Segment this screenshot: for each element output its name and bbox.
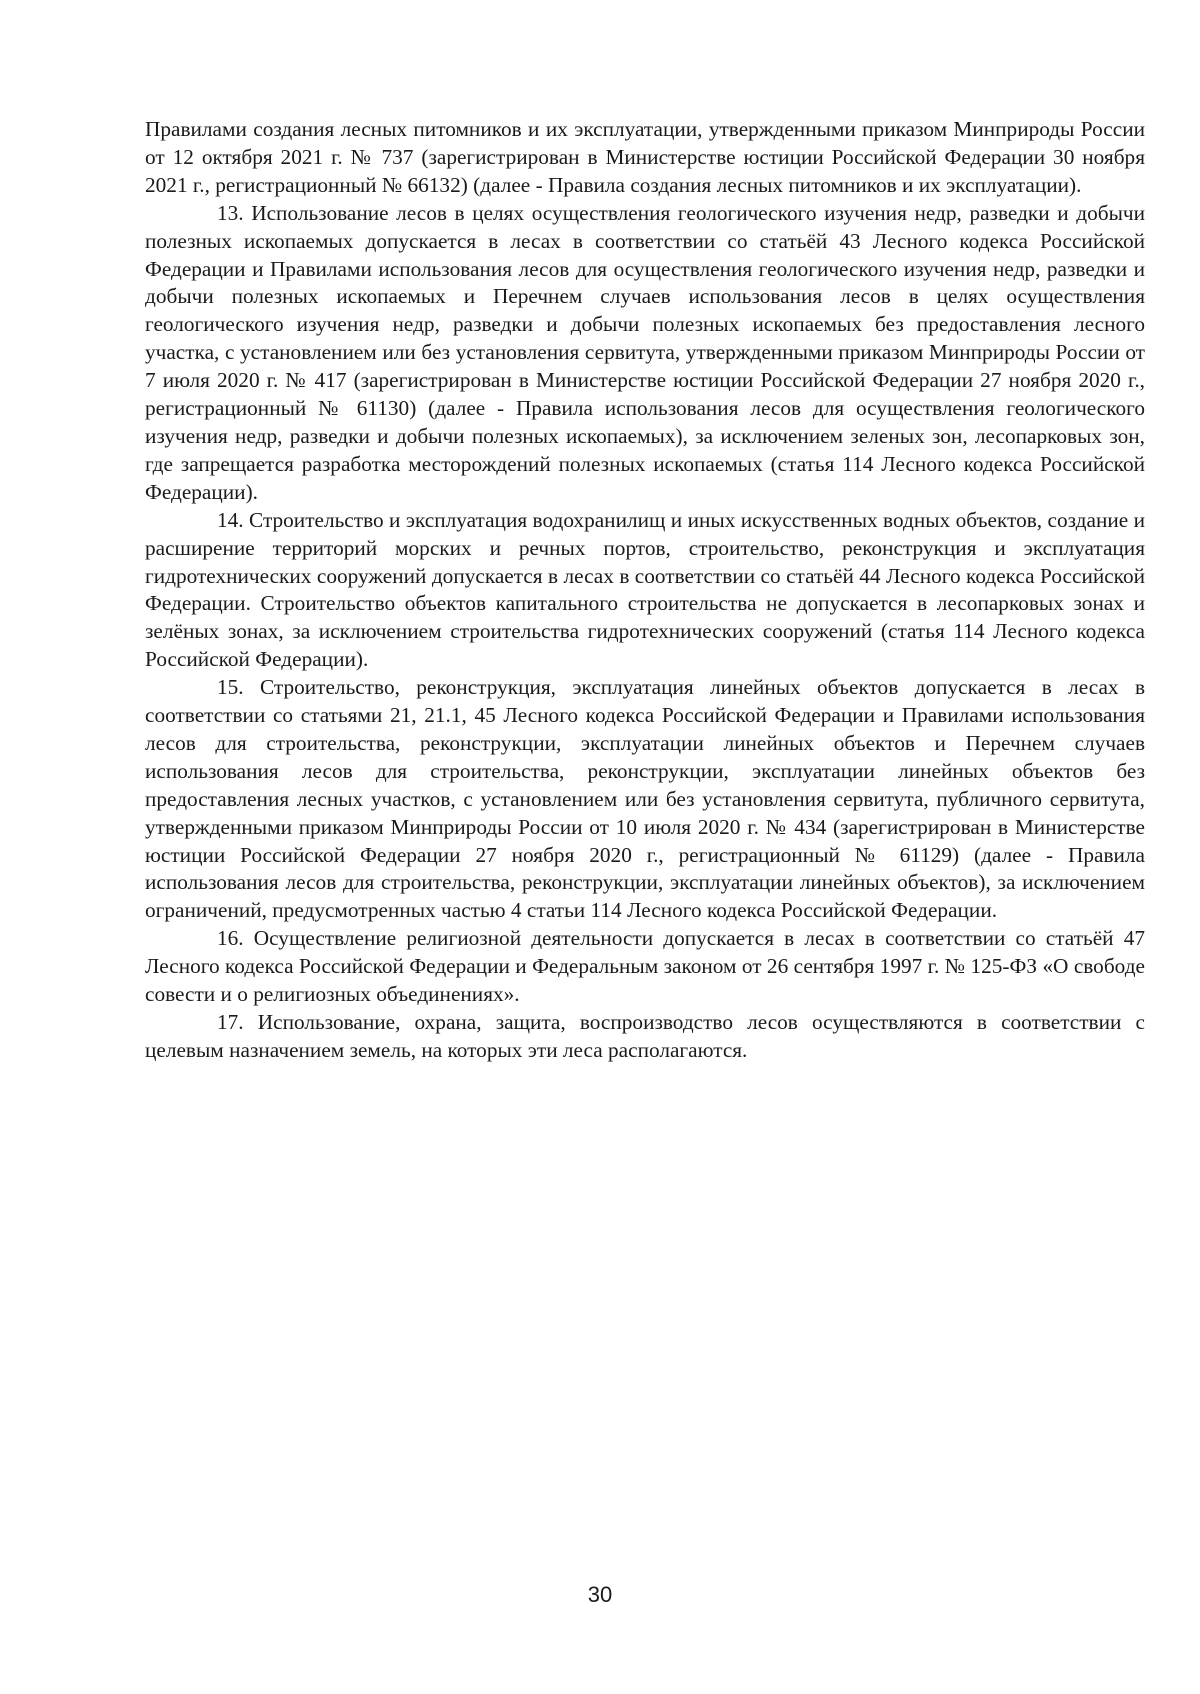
page-number: 30 (587, 1582, 613, 1607)
paragraph-13: 13. Использование лесов в целях осуществления геологического изучения недр, разведки и добычи полезных ископаемых допускается в лесах в соответствии со статьёй 43 Лесного кодекса Российской Федерации и Правилами использования лесов для осуществления геологического изучения недр, разведки и добычи полезных ископаемых и Перечнем случаев использования лесов в целях осуществления геологического изучения недр, разведки и добычи полезных ископаемых без предоставления лесного участка, с установлением или без установления сервитута, утвержденными приказом Минприроды России от 7 июля 2020 г. № 417 (зарегистрирован в Министерстве юстиции Российской Федерации 27 ноября 2020 г., регистрационный № 61130) (далее - Правила использования лесов для осуществления геологического изучения недр, разведки и добычи полезных ископаемых), за исключением зеленых зон, лесопарковых зон, где запрещается разработка месторождений полезных ископаемых (статья 114 Лесного кодекса Российской Федерации). (145, 200, 1145, 504)
paragraph-14: 14. Строительство и эксплуатация водохранилищ и иных искусственных водных объектов, создание и расширение территорий морских и речных портов, строительство, реконструкция и эксплуатация гидротехнических сооружений допускается в лесах в соответствии со статьёй 44 Лесного кодекса Российской Федерации. Строительство объектов капитального строительства не допускается в лесопарковых зонах и зелёных зонах, за исключением строительства гидротехнических сооружений (статья 114 Лесного кодекса Российской Федерации). (145, 507, 1145, 672)
document-body (145, 116, 1145, 1065)
paragraph-16: 16. Осуществление религиозной деятельности допускается в лесах в соответствии со статьёй 47 Лесного кодекса Российской Федерации и Федеральным законом от 26 сентября 1997 г. № 125-ФЗ «О свободе совести и о религиозных объединениях». (145, 926, 1145, 1007)
paragraph-15: 15. Строительство, реконструкция, эксплуатация линейных объектов допускается в лесах в соответствии со статьями 21, 21.1, 45 Лесного кодекса Российской Федерации и Правилами использования лесов для строительства, реконструкции, эксплуатации линейных объектов и Перечнем случаев использования лесов для строительства, реконструкции, эксплуатации линейных объектов без предоставления лесных участков, с установлением или без установления сервитута, публичного сервитута, утвержденными приказом Минприроды России от 10 июля 2020 г. № 434 (зарегистрирован в Министерстве юстиции Российской Федерации 27 ноября 2020 г., регистрационный № 61129) (далее - Правила использования лесов для строительства, реконструкции, эксплуатации линейных объектов), за исключением ограничений, предусмотренных частью 4 статьи 114 Лесного кодекса Российской Федерации. (145, 675, 1145, 923)
paragraph-continuation: Правилами создания лесных питомников и их эксплуатации, утвержденными приказом Минприроды России от 12 октября 2021 г. № 737 (зарегистрирован в Министерстве юстиции Российской Федерации 30 ноября 2021 г., регистрационный № 66132) (далее - Правила создания лесных питомников и их эксплуатации). (145, 117, 1145, 197)
paragraph-17: 17. Использование, охрана, защита, воспроизводство лесов осуществляются в соответствии с целевым назначением земель, на которых эти леса располагаются. (145, 1010, 1145, 1062)
